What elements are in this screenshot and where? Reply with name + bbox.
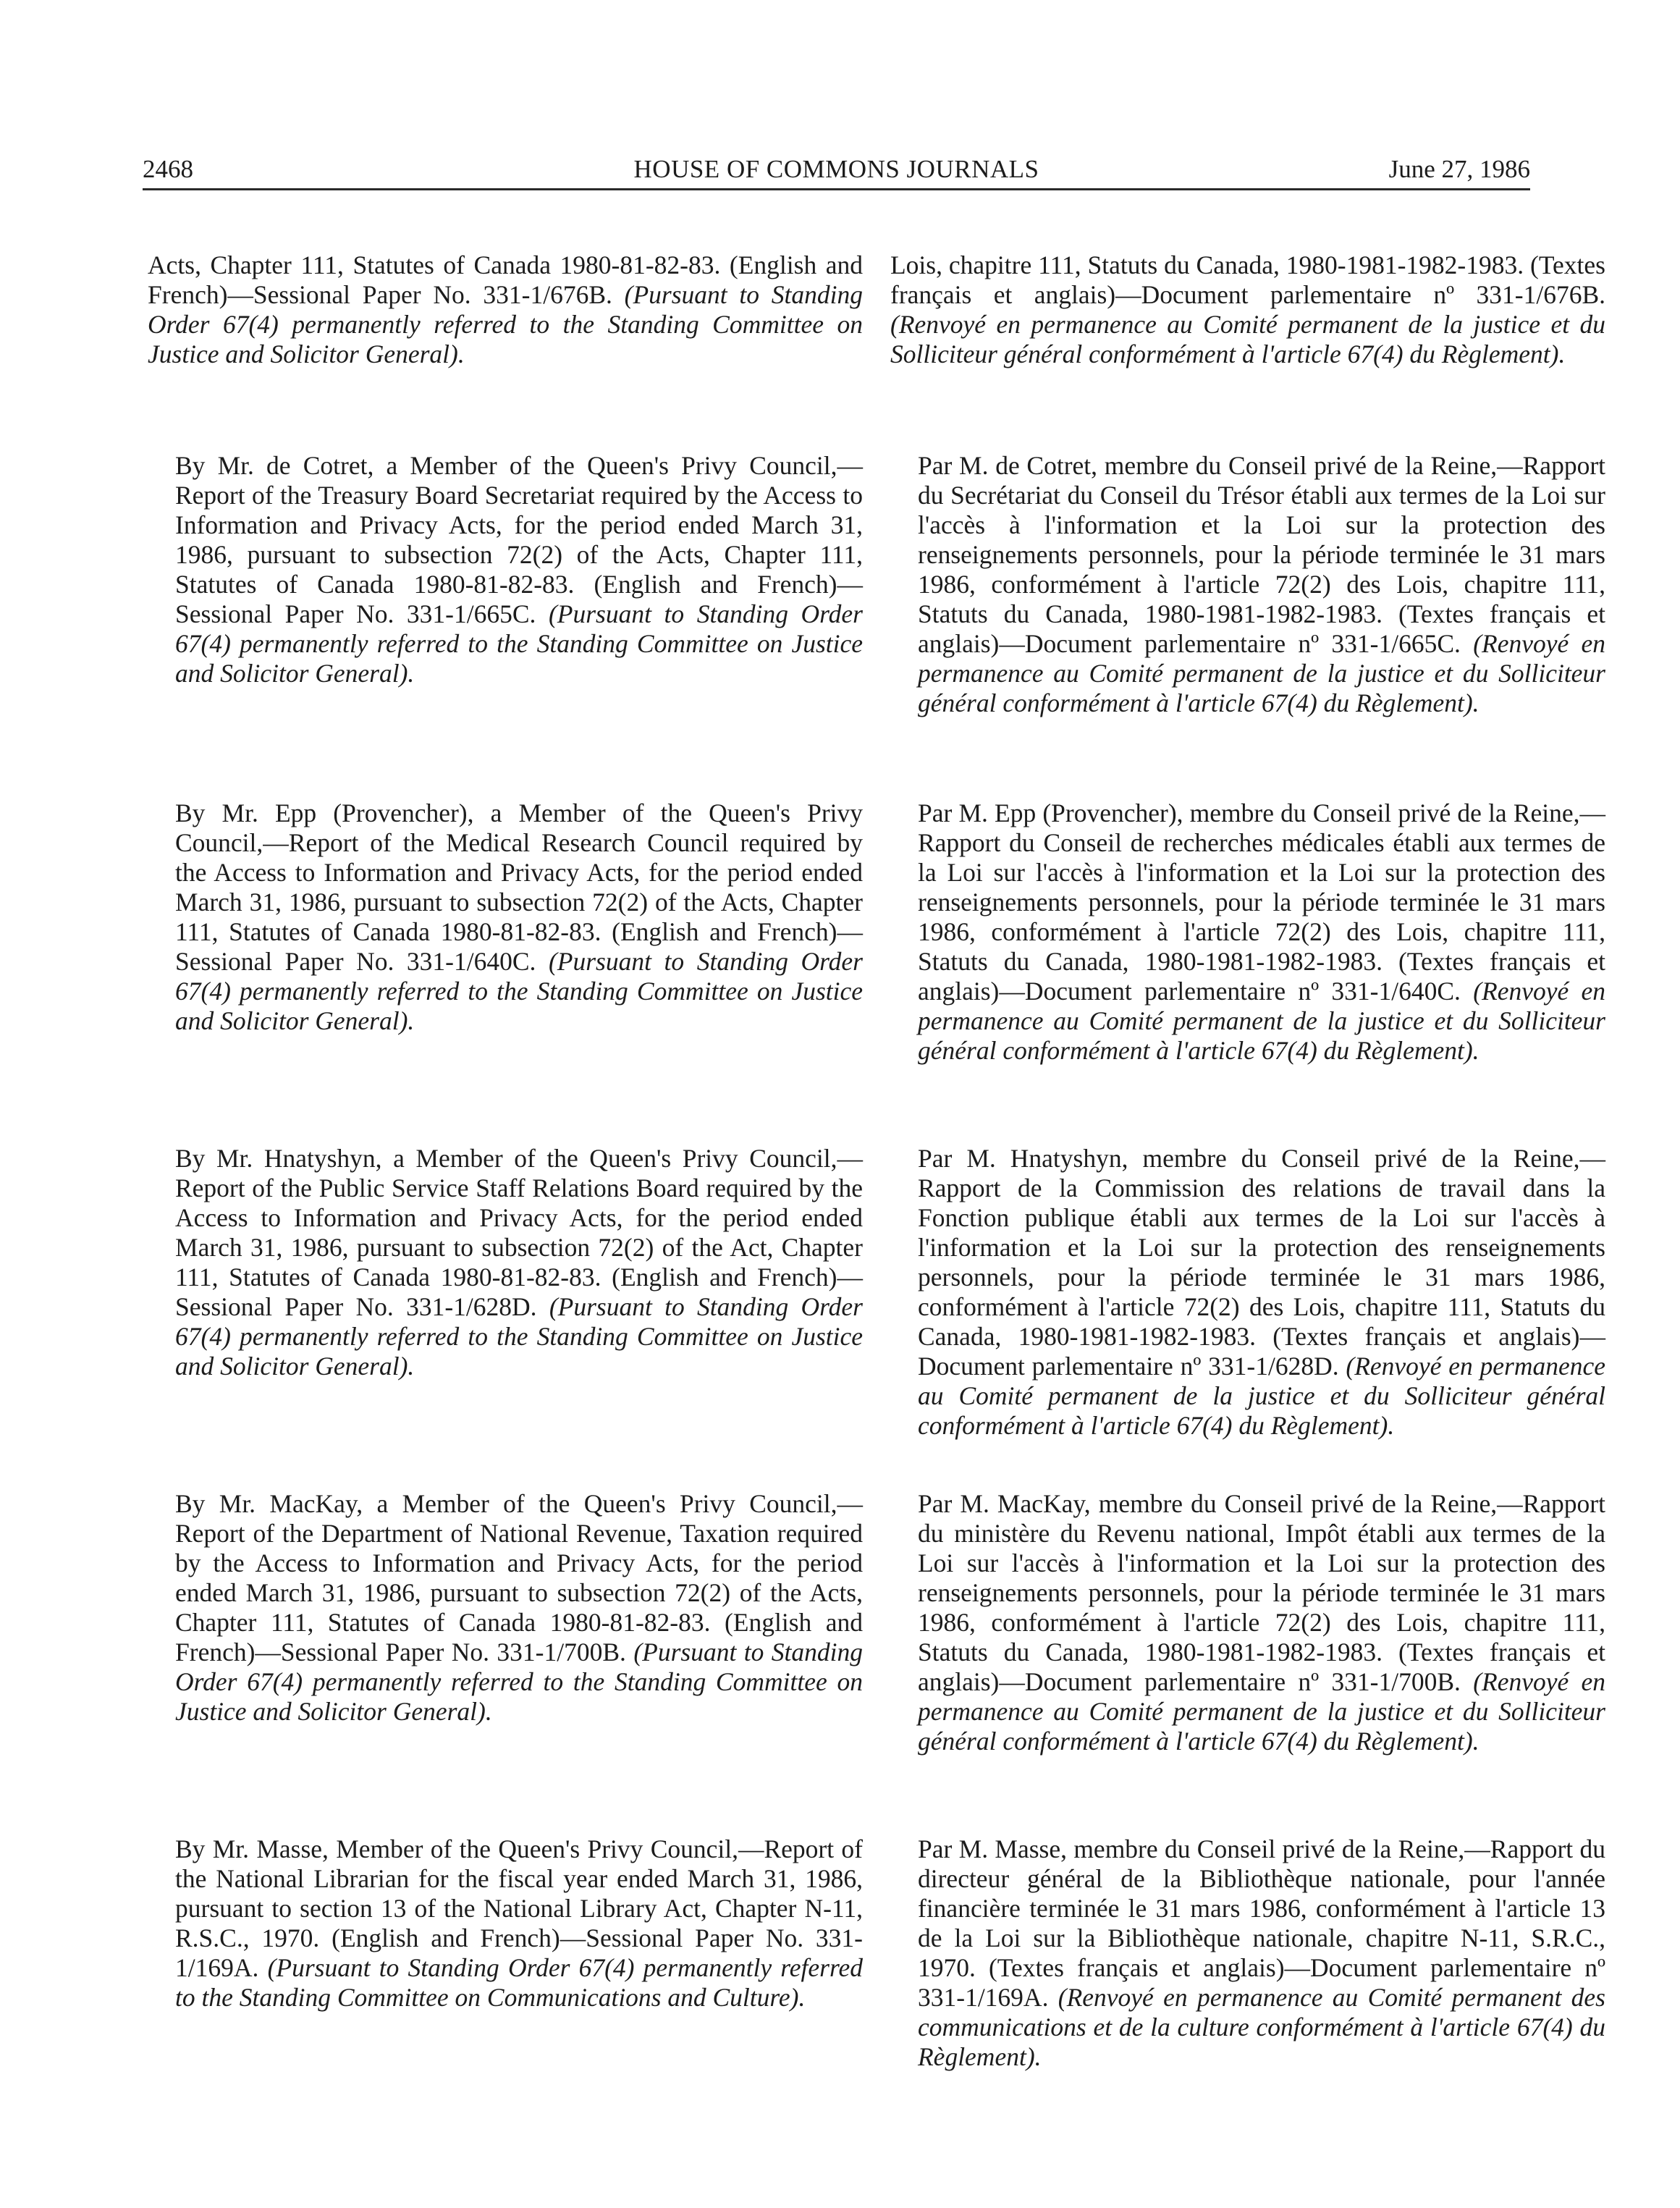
entry-2-english — [148, 451, 863, 688]
entry-5-english — [148, 1489, 863, 1727]
entry-1-french — [890, 250, 1605, 369]
entry-paragraph: Par M. MacKay, membre du Conseil privé de la Reine,—Rapport du ministère du Revenu national, Impôt établi aux termes de la Loi sur l'accès à l'information et la Loi sur la protection des renseignements personnels, pour la période terminée le 31 mars 1986, conformément à l'article 72(2) des Lois, chapitre 111, Statuts du Canada, 1980-1981-1982-1983. (Textes français et anglais)—Document parlementaire nº 331-1/700B. (Renvoyé en permanence au Comité permanent de la justice et du Solliciteur général conformément à l'article 67(4) du Règlement). — [918, 1489, 1605, 1756]
referral-note: (Renvoyé en permanence au Comité permanent de la justice et du Solliciteur général conformément à l'article 67(4) du Règlement). — [918, 629, 1605, 717]
entry-paragraph: By Mr. MacKay, a Member of the Queen's Privy Council,—Report of the Department of National Revenue, Taxation required by the Access to Information and Privacy Acts, for the period ended March 31, 1986, pursuant to subsection 72(2) of the Acts, Chapter 111, Statutes of Canada 1980-81-82-83. (English and French)—Sessional Paper No. 331-1/700B. (Pursuant to Standing Order 67(4) permanently referred to the Standing Committee on Justice and Solicitor General). — [175, 1489, 864, 1726]
entry-paragraph: Par M. Masse, membre du Conseil privé de la Reine,—Rapport du directeur général de la Bibliothèque nationale, pour l'année financière terminée le 31 mars 1986, conformément à l'article 13 de la Loi sur la Bibliothèque nationale, chapitre N-11, S.R.C., 1970. (Textes français et anglais)—Document parlementaire nº 331-1/169A. (Renvoyé en permanence au Comité permanent des communications et de la culture conformément à l'article 67(4) du Règlement). — [918, 1834, 1605, 2071]
entry-5-french — [890, 1489, 1605, 1756]
entry-paragraph: By Mr. de Cotret, a Member of the Queen's Privy Council,—Report of the Treasury Board Secretariat required by the Access to Information and Privacy Acts, for the period ended March 31, 1986, pursuant to subsection 72(2) of the Acts, Chapter 111, Statutes of Canada 1980-81-82-83. (English and French)—Sessional Paper No. 331-1/665C. (Pursuant to Standing Order 67(4) permanently referred to the Standing Committee on Justice and Solicitor General). — [175, 451, 863, 688]
entry-paragraph: Acts, Chapter 111, Statutes of Canada 1980-81-82-83. (English and French)—Sessional Paper No. 331-1/676B. (Pursuant to Standing Order 67(4) permanently referred to the Standing Committee on Justice and Solicitor General). — [148, 250, 864, 368]
referral-note: (Pursuant to Standing Order 67(4) permanently referred to the Standing Committee on Justice and Solicitor General). — [175, 1292, 864, 1381]
referral-note: (Pursuant to Standing Order 67(4) permanently referred to the Standing Committee on Communications and Culture). — [175, 1953, 863, 2012]
page-date: June 27, 1986 — [1388, 155, 1530, 183]
entry-paragraph: By Mr. Masse, Member of the Queen's Privy Council,—Report of the National Librarian for the fiscal year ended March 31, 1986, pursuant to section 13 of the National Library Act, Chapter N-11, R.S.C., 1970. (English and French)—Sessional Paper No. 331-1/169A. (Pursuant to Standing Order 67(4) permanently referred to the Standing Committee on Communications and Culture). — [175, 1834, 863, 2012]
referral-note: (Pursuant to Standing Order 67(4) permanently referred to the Standing Committee on Justice and Solicitor General). — [148, 280, 864, 368]
entry-4-french — [890, 1144, 1605, 1441]
referral-note: (Renvoyé en permanence au Comité permanent des communications et de la culture conformément à l'article 67(4) du Règlement). — [918, 1983, 1605, 2071]
referral-note: (Renvoyé en permanence au Comité permanent de la justice et du Solliciteur général conformément à l'article 67(4) du Règlement). — [918, 977, 1605, 1065]
page-header — [143, 155, 1530, 190]
journal-title: HOUSE OF COMMONS JOURNALS — [633, 155, 1039, 183]
referral-note: (Renvoyé en permanence au Comité permanent de la justice et du Solliciteur général conformément à l'article 67(4) du Règlement). — [918, 1667, 1605, 1756]
entry-2-french — [890, 451, 1605, 718]
referral-note: (Pursuant to Standing Order 67(4) permanently referred to the Standing Committee on Justice and Solicitor General). — [175, 599, 863, 688]
page-number: 2468 — [143, 155, 193, 183]
entry-paragraph: Par M. de Cotret, membre du Conseil privé de la Reine,—Rapport du Secrétariat du Conseil du Trésor établi aux termes de la Loi sur l'accès à l'information et la Loi sur la protection des renseignements personnels, pour la période terminée le 31 mars 1986, conformément à l'article 72(2) des Lois, chapitre 111, Statuts du Canada, 1980-1981-1982-1983. (Textes français et anglais)—Document parlementaire nº 331-1/665C. (Renvoyé en permanence au Comité permanent de la justice et du Solliciteur général conformément à l'article 67(4) du Règlement). — [918, 451, 1605, 717]
entry-paragraph: By Mr. Epp (Provencher), a Member of the Queen's Privy Council,—Report of the Medical Research Council required by the Access to Information and Privacy Acts, for the period ended March 31, 1986, pursuant to subsection 72(2) of the Acts, Chapter 111, Statutes of Canada 1980-81-82-83. (English and French)—Sessional Paper No. 331-1/640C. (Pursuant to Standing Order 67(4) permanently referred to the Standing Committee on Justice and Solicitor General). — [175, 798, 863, 1035]
entry-6-french — [890, 1834, 1605, 2072]
entry-6-english — [148, 1834, 863, 2013]
entry-3-english — [148, 798, 863, 1036]
entry-paragraph: Lois, chapitre 111, Statuts du Canada, 1980-1981-1982-1983. (Textes français et anglais)—Document parlementaire nº 331-1/676B. (Renvoyé en permanence au Comité permanent de la justice et du Solliciteur général conformément à l'article 67(4) du Règlement). — [890, 250, 1605, 368]
entry-3-french — [890, 798, 1605, 1066]
entry-1-english — [148, 250, 863, 369]
entry-paragraph: By Mr. Hnatyshyn, a Member of the Queen's Privy Council,—Report of the Public Service Staff Relations Board required by the Access to Information and Privacy Acts, for the period ended March 31, 1986, pursuant to subsection 72(2) of the Act, Chapter 111, Statutes of Canada 1980-81-82-83. (English and French)—Sessional Paper No. 331-1/628D. (Pursuant to Standing Order 67(4) permanently referred to the Standing Committee on Justice and Solicitor General). — [175, 1144, 864, 1381]
entry-paragraph: Par M. Epp (Provencher), membre du Conseil privé de la Reine,—Rapport du Conseil de recherches médicales établi aux termes de la Loi sur l'accès à l'information et la Loi sur la protection des renseignements personnels, pour la période terminée le 31 mars 1986, conformément à l'article 72(2) des Lois, chapitre 111, Statuts du Canada, 1980-1981-1982-1983. (Textes français et anglais)—Document parlementaire nº 331-1/640C. (Renvoyé en permanence au Comité permanent de la justice et du Solliciteur général conformément à l'article 67(4) du Règlement). — [918, 798, 1605, 1065]
referral-note: (Pursuant to Standing Order 67(4) permanently referred to the Standing Committee on Justice and Solicitor General). — [175, 1638, 864, 1726]
entry-4-english — [148, 1144, 863, 1381]
referral-note: (Renvoyé en permanence au Comité permanent de la justice et du Solliciteur général conformément à l'article 67(4) du Règlement). — [918, 1352, 1605, 1440]
referral-note: (Renvoyé en permanence au Comité permanent de la justice et du Solliciteur général conformément à l'article 67(4) du Règlement). — [890, 310, 1605, 368]
referral-note: (Pursuant to Standing Order 67(4) permanently referred to the Standing Committee on Justice and Solicitor General). — [175, 947, 863, 1035]
entry-paragraph: Par M. Hnatyshyn, membre du Conseil privé de la Reine,—Rapport de la Commission des relations de travail dans la Fonction publique établi aux termes de la Loi sur l'accès à l'information et la Loi sur la protection des renseignements personnels, pour la période terminée le 31 mars 1986, conformément à l'article 72(2) des Lois, chapitre 111, Statuts du Canada, 1980-1981-1982-1983. (Textes français et anglais)—Document parlementaire nº 331-1/628D. (Renvoyé en permanence au Comité permanent de la justice et du Solliciteur général conformément à l'article 67(4) du Règlement). — [918, 1144, 1605, 1440]
